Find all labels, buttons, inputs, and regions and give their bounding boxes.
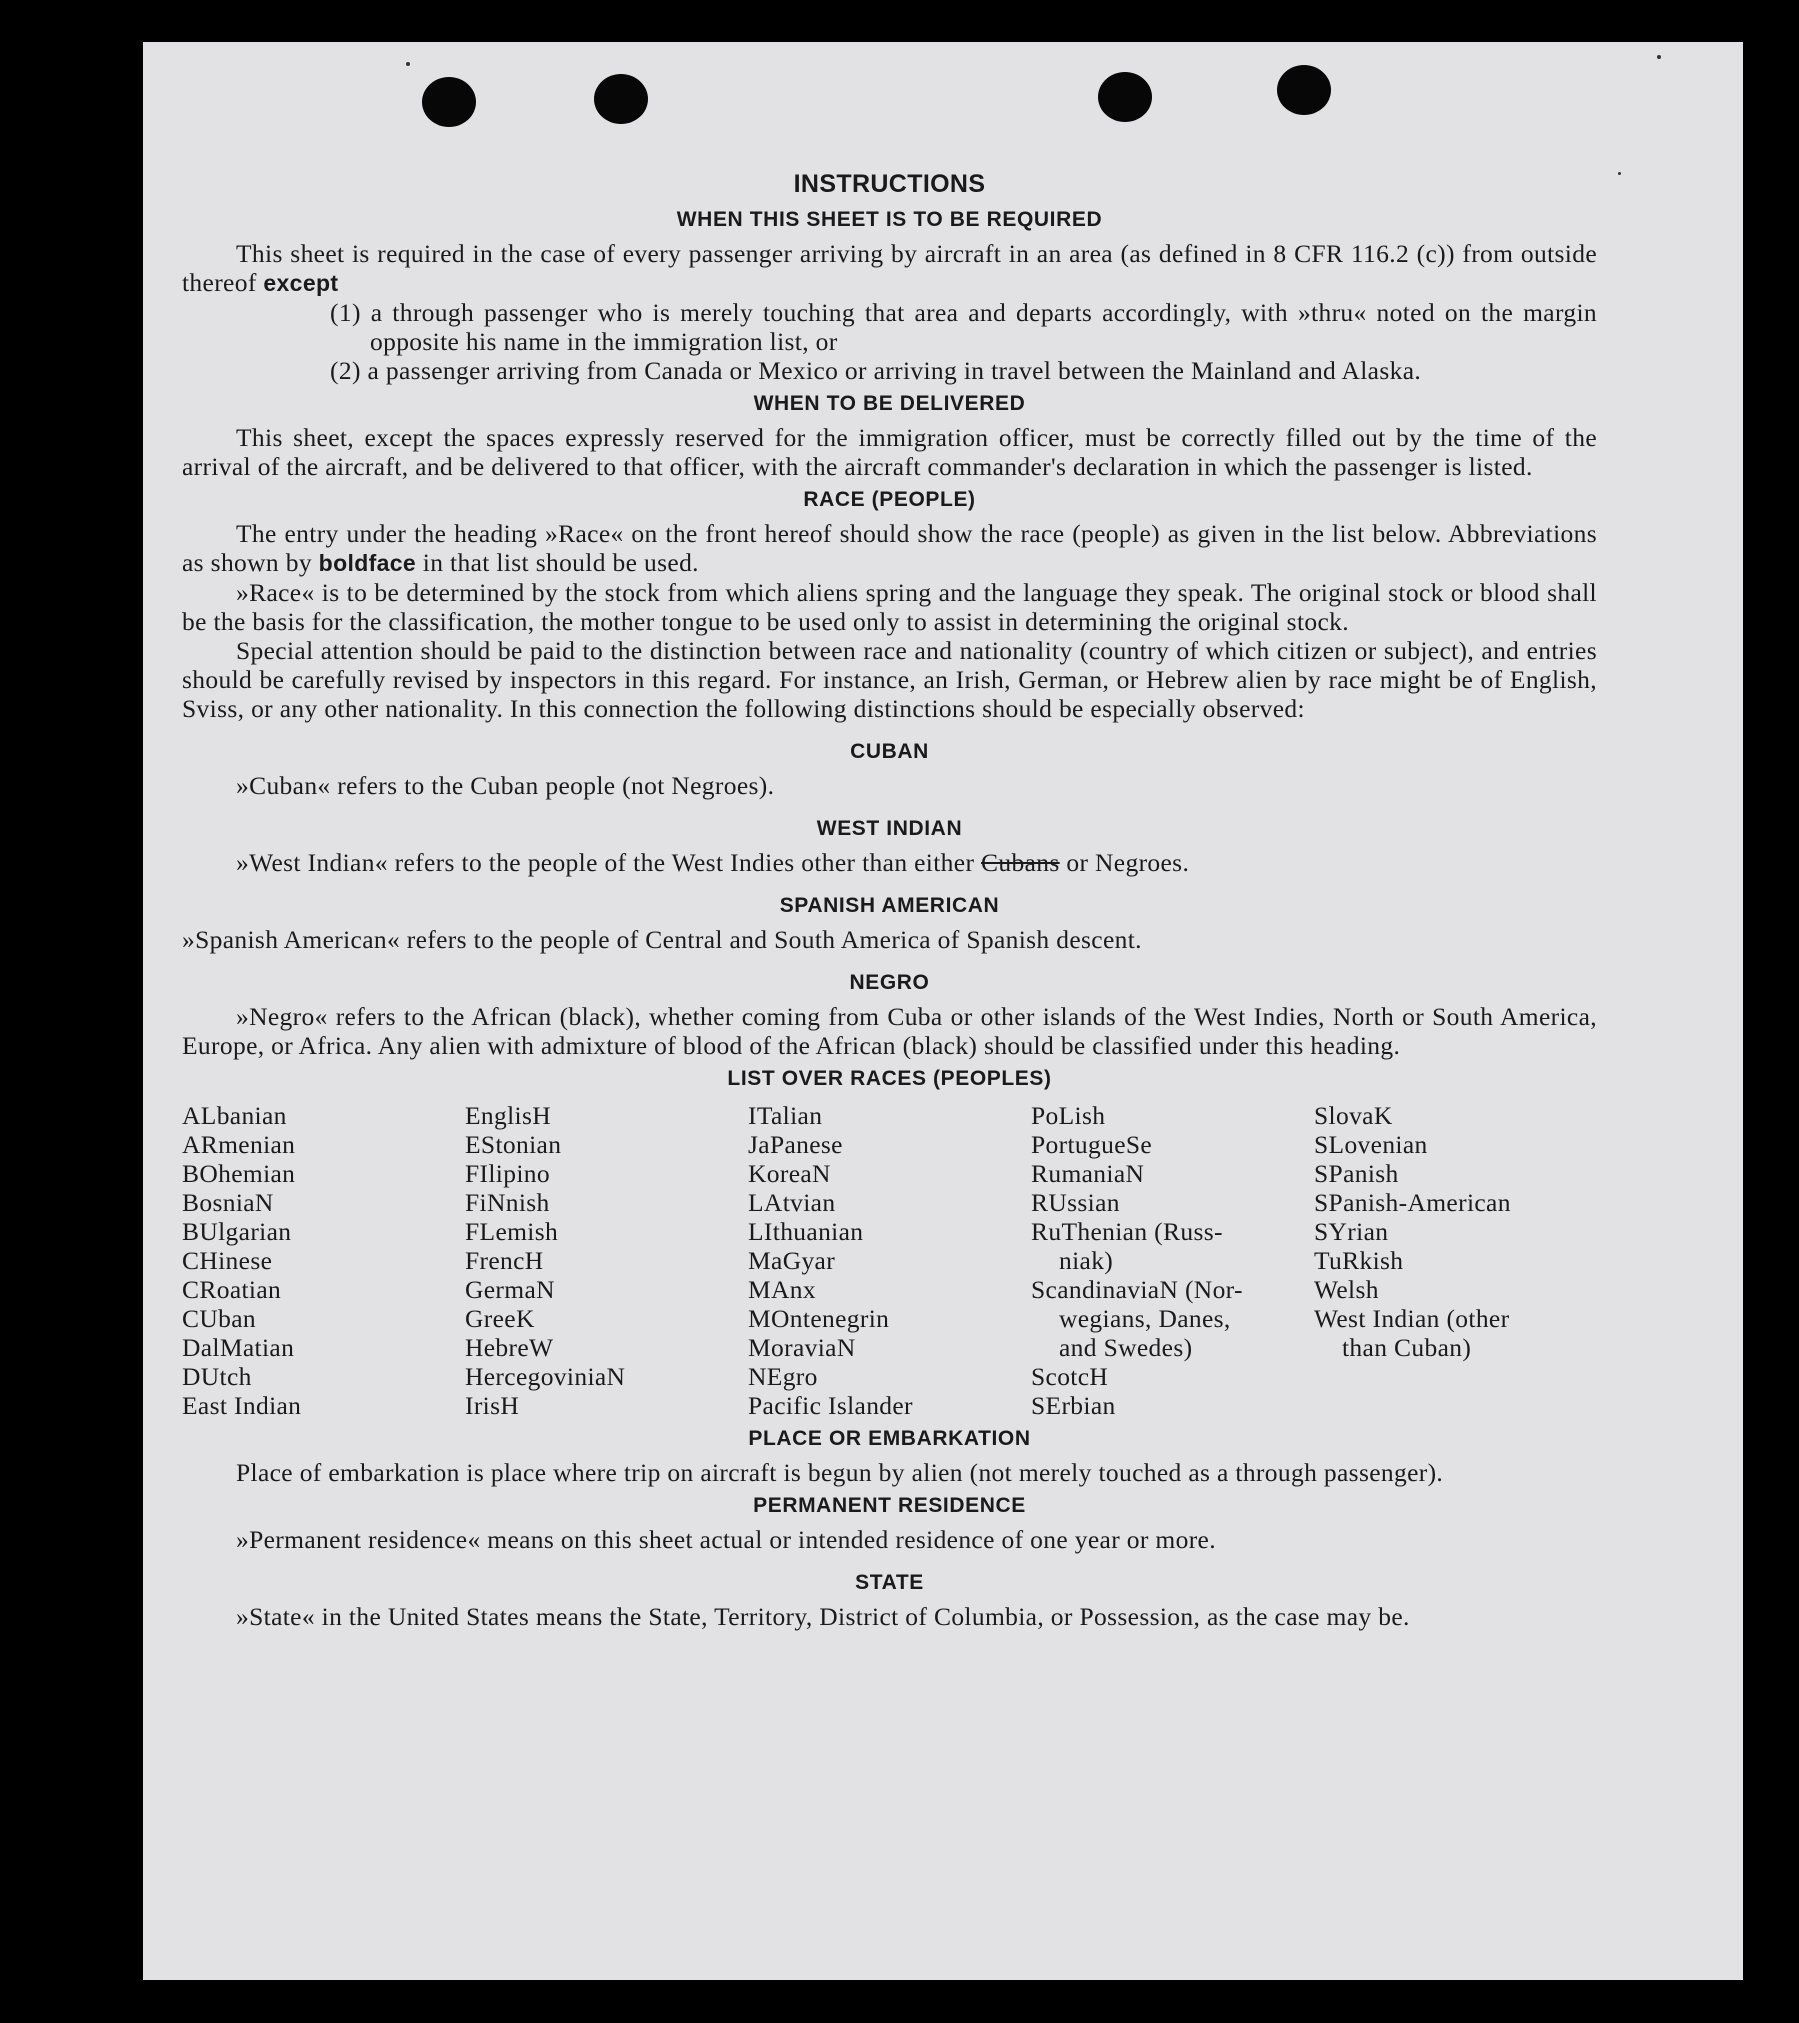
race-entry: IrisH [465, 1391, 520, 1420]
race-entry: ARmenian [182, 1130, 296, 1159]
race-entry: EStonian [465, 1130, 562, 1159]
instructions-body [182, 170, 1597, 1631]
race-entry: CHinese [182, 1246, 273, 1275]
race-entry: SErbian [1031, 1391, 1116, 1420]
race-entry: RumaniaN [1031, 1159, 1145, 1188]
race-entry: ScandinaviaN (Nor- [1031, 1275, 1243, 1304]
exception-item-1: (1) a through passenger who is merely touching that area and departs accordingly, with »thru« noted on the margin opposite his name in the immigration list, or [330, 298, 1597, 356]
heading-when-required: WHEN THIS SHEET IS TO BE REQUIRED [676, 208, 1103, 231]
race-entry: MaGyar [748, 1246, 836, 1275]
heading-race: RACE (PEOPLE) [803, 488, 976, 511]
races-column [465, 1101, 748, 1420]
race-entry: KoreaN [748, 1159, 831, 1188]
race-entry: NEgro [748, 1362, 818, 1391]
race-entry: GermaN [465, 1275, 555, 1304]
race-entry: ITalian [748, 1101, 823, 1130]
races-column [748, 1101, 1031, 1420]
race-entry: SYrian [1314, 1217, 1389, 1246]
exception-item-2: (2) a passenger arriving from Canada or Mexico or arriving in travel between the Mainland and Alaska. [330, 356, 1422, 385]
race-entry: BOhemian [182, 1159, 296, 1188]
race-entry: BosniaN [182, 1188, 274, 1217]
document-page [143, 42, 1743, 1980]
race-paragraph-2: »Race« is to be determined by the stock from which aliens spring and the language they speak. The original stock or blood shall be the basis for the classification, the mother tongue to be used only to assist in determining the original stock. [182, 578, 1597, 636]
state-text: »State« in the United States means the State, Territory, District of Columbia, or Possession, as the case may be. [236, 1602, 1410, 1631]
race-entry: HercegoviniaN [465, 1362, 626, 1391]
race-entry: FiNnish [465, 1188, 550, 1217]
punch-hole [1277, 65, 1331, 115]
race-entry: EnglisH [465, 1101, 552, 1130]
race-paragraph-3: Special attention should be paid to the distinction between race and nationality (country of which citizen or subject), and entries should be carefully revised by inspectors in this regard. For instance, an Irish, German, or Hebrew alien by race might be of English, Sviss, or any other nationality. In this connection the following distinctions should be especially observed: [182, 636, 1597, 723]
heading-races-list: LIST OVER RACES (PEOPLES) [727, 1067, 1052, 1090]
races-list [182, 1101, 1597, 1420]
race-entry: FrencH [465, 1246, 544, 1275]
race-entry: CUban [182, 1304, 256, 1333]
speck [1657, 55, 1661, 59]
race-entry: West Indian (other [1314, 1304, 1510, 1333]
permanent-residence-text: »Permanent residence« means on this sheet actual or intended residence of one year or more. [236, 1525, 1216, 1554]
heading-embarkation: PLACE OR EMBARKATION [748, 1427, 1031, 1450]
punch-hole [1098, 72, 1152, 122]
heading-state: STATE [855, 1571, 924, 1594]
race-entry: FIlipino [465, 1159, 550, 1188]
race-entry: GreeK [465, 1304, 535, 1333]
race-paragraph-1: The entry under the heading »Race« on the front hereof should show the race (people) as given in the list below. Abbreviations as shown by boldface in that list should be used. [182, 519, 1597, 577]
heading-spanish-american: SPANISH AMERICAN [779, 894, 1000, 917]
race-entry: HebreW [465, 1333, 554, 1362]
race-entry: LIthuanian [748, 1217, 864, 1246]
race-entry: SLovenian [1314, 1130, 1428, 1159]
race-entry: East Indian [182, 1391, 302, 1420]
race-entry: DalMatian [182, 1333, 295, 1362]
race-entry: Pacific Islander [748, 1391, 913, 1420]
heading-when-delivered: WHEN TO BE DELIVERED [753, 392, 1026, 415]
race-entry: Welsh [1314, 1275, 1379, 1304]
race-entry: FLemish [465, 1217, 559, 1246]
struck-word: Cubans [981, 848, 1060, 877]
punch-hole [594, 74, 648, 124]
race-entry: BUlgarian [182, 1217, 292, 1246]
heading-permanent-residence: PERMANENT RESIDENCE [753, 1494, 1026, 1517]
race-entry: MAnx [748, 1275, 816, 1304]
speck [406, 62, 410, 66]
race-entry: SPanish-American [1314, 1188, 1511, 1217]
race-entry: MoraviaN [748, 1333, 856, 1362]
negro-text: »Negro« refers to the African (black), whether coming from Cuba or other islands of the West Indies, North or South America, Europe, or Africa. Any alien with admixture of blood of the African (black) should be classified under this heading. [182, 1002, 1597, 1060]
spanish-american-text: »Spanish American« refers to the people of Central and South America of Spanish descent. [182, 925, 1142, 954]
speck [1618, 172, 1621, 175]
race-entry: RUssian [1031, 1188, 1120, 1217]
race-entry: PortugueSe [1031, 1130, 1153, 1159]
race-entry: TuRkish [1314, 1246, 1404, 1275]
races-column [1031, 1101, 1314, 1420]
race-entry: ScotcH [1031, 1362, 1109, 1391]
race-entry: and Swedes) [1059, 1333, 1193, 1362]
race-entry: SlovaK [1314, 1101, 1393, 1130]
race-entry: ALbanian [182, 1101, 287, 1130]
race-entry: PoLish [1031, 1101, 1106, 1130]
race-entry: RuThenian (Russ- [1031, 1217, 1223, 1246]
page-title: INSTRUCTIONS [793, 170, 986, 198]
when-required-intro: This sheet is required in the case of every passenger arriving by aircraft in an area (as defined in 8 CFR 116.2 (c)) from outside thereof except [182, 239, 1597, 297]
race-entry: CRoatian [182, 1275, 282, 1304]
heading-west-indian: WEST INDIAN [816, 817, 963, 840]
races-column [182, 1101, 465, 1420]
race-entry: than Cuban) [1342, 1333, 1472, 1362]
heading-negro: NEGRO [849, 971, 930, 994]
race-entry: wegians, Danes, [1059, 1304, 1231, 1333]
punch-hole [422, 77, 476, 127]
race-entry: LAtvian [748, 1188, 836, 1217]
when-delivered-text: This sheet, except the spaces expressly reserved for the immigration officer, must be correctly filled out by the time of the arrival of the aircraft, and be delivered to that officer, with the aircraft commander's declaration in which the passenger is listed. [182, 423, 1597, 481]
race-entry: niak) [1059, 1246, 1114, 1275]
embarkation-text: Place of embarkation is place where trip on aircraft is begun by alien (not merely touched as a through passenger). [236, 1458, 1444, 1487]
races-column [1314, 1101, 1597, 1420]
heading-cuban: CUBAN [850, 740, 929, 763]
cuban-text: »Cuban« refers to the Cuban people (not Negroes). [236, 771, 775, 800]
west-indian-text: »West Indian« refers to the people of the West Indies other than either Cubans or Negroes. [236, 848, 1190, 877]
race-entry: JaPanese [748, 1130, 843, 1159]
race-entry: SPanish [1314, 1159, 1399, 1188]
race-entry: DUtch [182, 1362, 252, 1391]
race-entry: MOntenegrin [748, 1304, 890, 1333]
